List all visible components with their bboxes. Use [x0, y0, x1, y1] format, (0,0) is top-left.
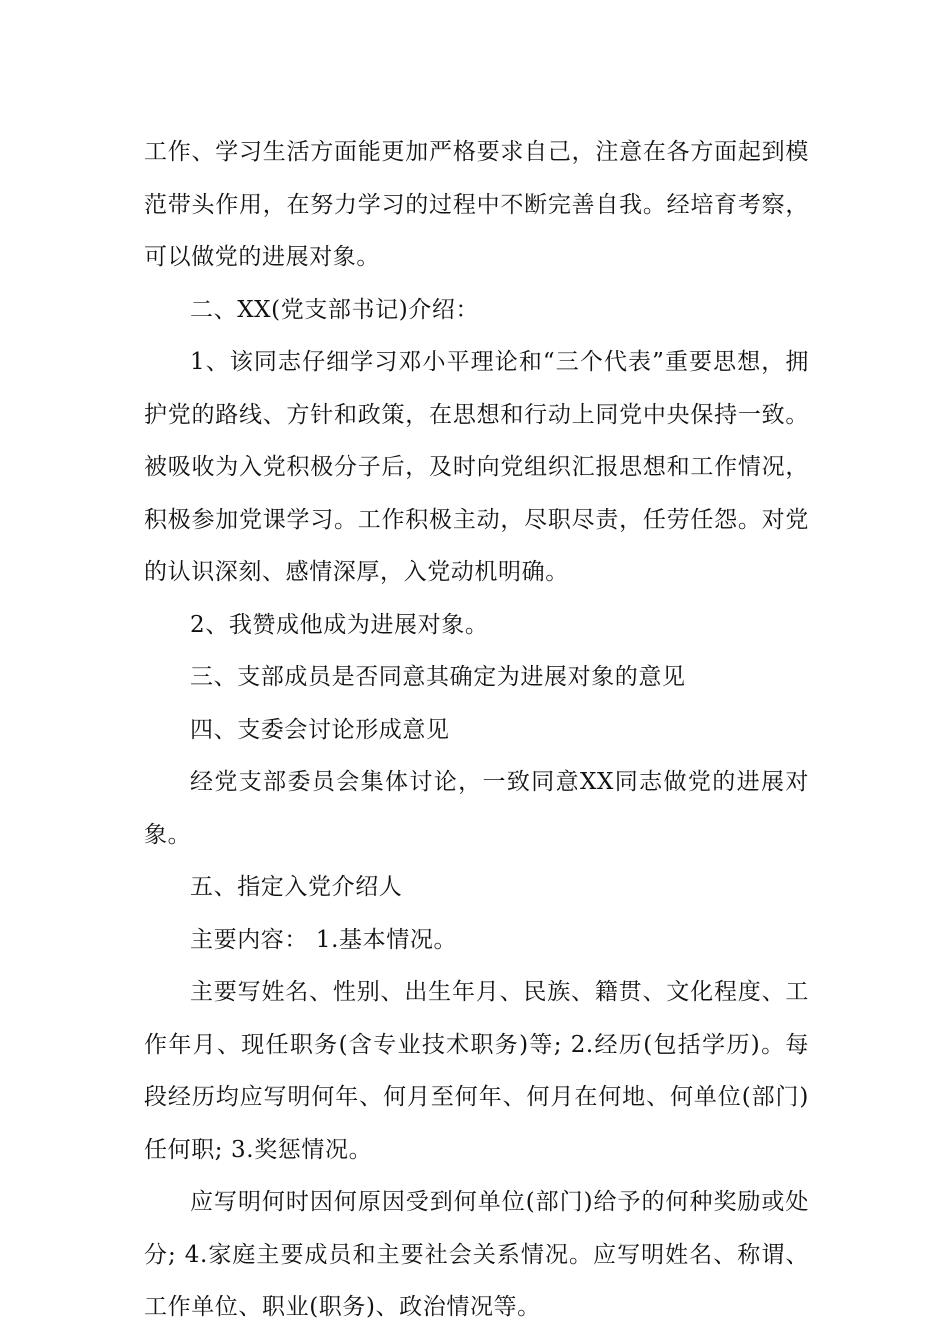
document-body [144, 126, 809, 1334]
section-heading-3: 三、支部成员是否同意其确定为进展对象的意见 [190, 664, 686, 690]
section-heading-2: 二、XX(党支部书记)介绍： [190, 296, 480, 323]
paragraph-main-content: 主要内容： 1.基本情况。 [190, 926, 458, 953]
paragraph-secretary-intro: 1、该同志仔细学习邓小平理论和“三个代表”重要思想，拥护党的路线、方针和政策，在思想和行动上同党中央保持一致。被吸收为入党积极分子后，及时向党组织汇报思想和工作情况，积极参加党课学习。工作积极主动，尽职尽责，任劳任怨。对党的认识深刻、感情深厚，入党动机明确。 [144, 349, 809, 585]
paragraph-approval: 2、我赞成他成为进展对象。 [190, 611, 489, 638]
paragraph-continuation: 工作、学习生活方面能更加严格要求自己，注意在各方面起到模范带头作用，在努力学习的过程中不断完善自我。经培育考察，可以做党的进展对象。 [144, 139, 809, 270]
paragraph-committee-decision: 经党支部委员会集体讨论，一致同意XX同志做党的进展对象。 [144, 769, 809, 848]
section-heading-5: 五、指定入党介绍人 [190, 874, 403, 900]
paragraph-rewards-family: 应写明何时因何原因受到何单位(部门)给予的何种奖励或处分; 4.家庭主要成员和主要社会关系情况。应写明姓名、称谓、工作单位、职业(职务)、政治情况等。 [144, 1189, 809, 1320]
section-heading-4: 四、支委会讨论形成意见 [190, 716, 450, 743]
paragraph-basic-info: 主要写姓名、性别、出生年月、民族、籍贯、文化程度、工作年月、现任职务(含专业技术职务)等; 2.经历(包括学历)。每段经历均应写明何年、何月至何年、何月在何地、何单位(部门)任何职; 3.奖惩情况。 [144, 979, 809, 1163]
